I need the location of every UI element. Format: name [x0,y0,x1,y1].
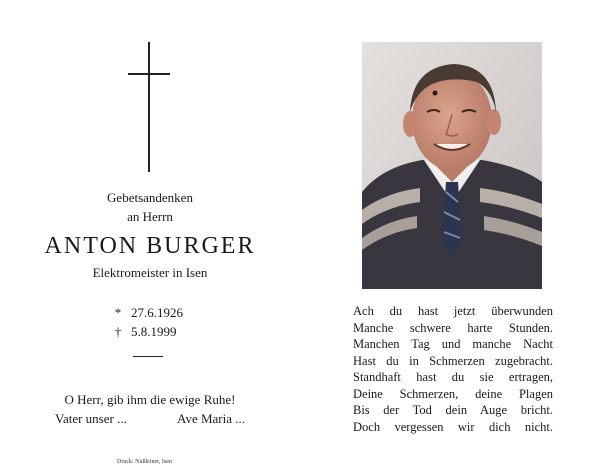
birth-symbol: * [114,305,122,320]
deceased-name: ANTON BURGER [44,233,256,259]
prayer-line: O Herr, gib ihm die ewige Ruhe! [64,392,236,407]
birth-date: 27.6.1926 [131,305,183,320]
poem-line: Hast du in Schmerzen zugebracht. [353,353,553,368]
birth-row [113,303,183,322]
poem-line: Standhaft hast du sie ertragen, [353,370,553,384]
intro-line-1: Gebetsandenken [107,190,193,205]
portrait-image [362,42,542,289]
divider [133,356,163,357]
poem-line: Manchen Tag und manche Nacht [353,337,553,351]
prayer-left: Vater unser ... [55,411,127,426]
profession: Elektromeister in Isen [92,265,208,280]
poem-line: Doch vergessen wir dich nicht. [353,419,553,434]
poem [353,303,553,435]
intro-line-2: an Herrn [127,209,173,224]
portrait-photo [362,42,542,289]
cross-icon [0,0,300,200]
death-row [113,322,183,341]
poem-line: Bis der Tod dein Auge bricht. [353,403,553,417]
life-dates [113,303,183,341]
poem-line: Manche schwere harte Stunden. [353,320,553,335]
death-date: 5.8.1999 [131,324,177,339]
poem-line: Ach du hast jetzt überwunden [353,304,553,318]
prayer-invocations [55,411,245,427]
death-symbol: † [114,324,122,339]
poem-line: Deine Schmerzen, deine Plagen [353,386,553,401]
printer-credit: Druck: Nußleiner, Isen [117,459,172,465]
prayer-right: Ave Maria ... [177,411,245,426]
